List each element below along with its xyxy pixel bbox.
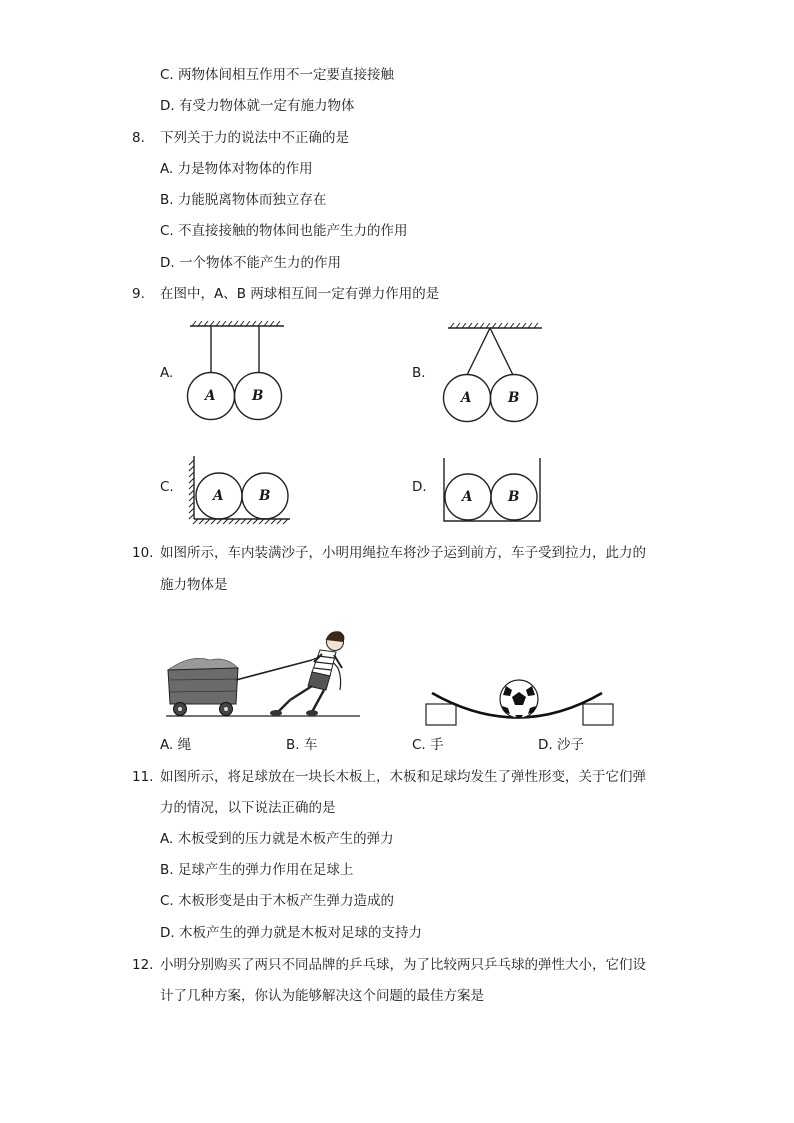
q10-stem-line2: 施力物体是 (160, 577, 228, 593)
q9-figure-label-a: A. (160, 365, 174, 381)
q12-number: 12. (132, 957, 154, 973)
q11-number: 11. (132, 769, 154, 785)
q8-option-a: A. 力是物体对物体的作用 (160, 161, 313, 177)
q11-option-d: D. 木板产生的弹力就是木板对足球的支持力 (160, 925, 422, 941)
q10-stem-line1: 如图所示，车内装满沙子，小明用绳拉车将沙子运到前方，车子受到拉力，此力的 (160, 545, 646, 561)
q11-option-b: B. 足球产生的弹力作用在足球上 (160, 862, 354, 878)
q9-c-ball-b-label: B (259, 488, 271, 504)
q8-stem: 下列关于力的说法中不正确的是 (160, 130, 349, 146)
q11-stem-line1: 如图所示，将足球放在一块长木板上，木板和足球均发生了弹性形变，关于它们弹 (160, 769, 646, 785)
q9-stem: 在图中，A、B 两球相互间一定有弹力作用的是 (160, 286, 440, 302)
q12-stem-line1: 小明分别购买了两只不同品牌的乒乓球，为了比较两只乒乓球的弹性大小，它们设 (160, 957, 646, 973)
q10-option-a: A. 绳 (160, 737, 192, 753)
q7-option-c: C. 两物体间相互作用不一定要直接接触 (160, 67, 395, 83)
q7-option-d: D. 有受力物体就一定有施力物体 (160, 98, 355, 114)
q9-number: 9. (132, 286, 145, 302)
q9-figure-label-c: C. (160, 479, 174, 495)
q9-b-ball-a-label: A (461, 390, 472, 406)
q9-figure-label-b: B. (412, 365, 426, 381)
q8-number: 8. (132, 130, 145, 146)
q10-option-d: D. 沙子 (538, 737, 584, 753)
q8-option-d: D. 一个物体不能产生力的作用 (160, 255, 341, 271)
q12-stem-line2: 计了几种方案，你认为能够解决这个问题的最佳方案是 (160, 988, 484, 1004)
q9-d-ball-a-label: A (462, 489, 473, 505)
q10-number: 10. (132, 545, 154, 561)
q9-c-ball-a-label: A (213, 488, 224, 504)
q9-a-ball-a-label: A (205, 388, 216, 404)
q9-b-ball-b-label: B (508, 390, 520, 406)
q9-d-ball-b-label: B (508, 489, 520, 505)
q9-a-ball-b-label: B (252, 388, 264, 404)
q10-option-b: B. 车 (286, 737, 318, 753)
q9-figure-label-d: D. (412, 479, 427, 495)
q11-option-c: C. 木板形变是由于木板产生弹力造成的 (160, 893, 395, 909)
q8-option-b: B. 力能脱离物体而独立存在 (160, 192, 327, 208)
q11-option-a: A. 木板受到的压力就是木板产生的弹力 (160, 831, 394, 847)
q8-option-c: C. 不直接接触的物体间也能产生力的作用 (160, 223, 408, 239)
q11-stem-line2: 力的情况，以下说法正确的是 (160, 800, 336, 816)
q10-option-c: C. 手 (412, 737, 444, 753)
